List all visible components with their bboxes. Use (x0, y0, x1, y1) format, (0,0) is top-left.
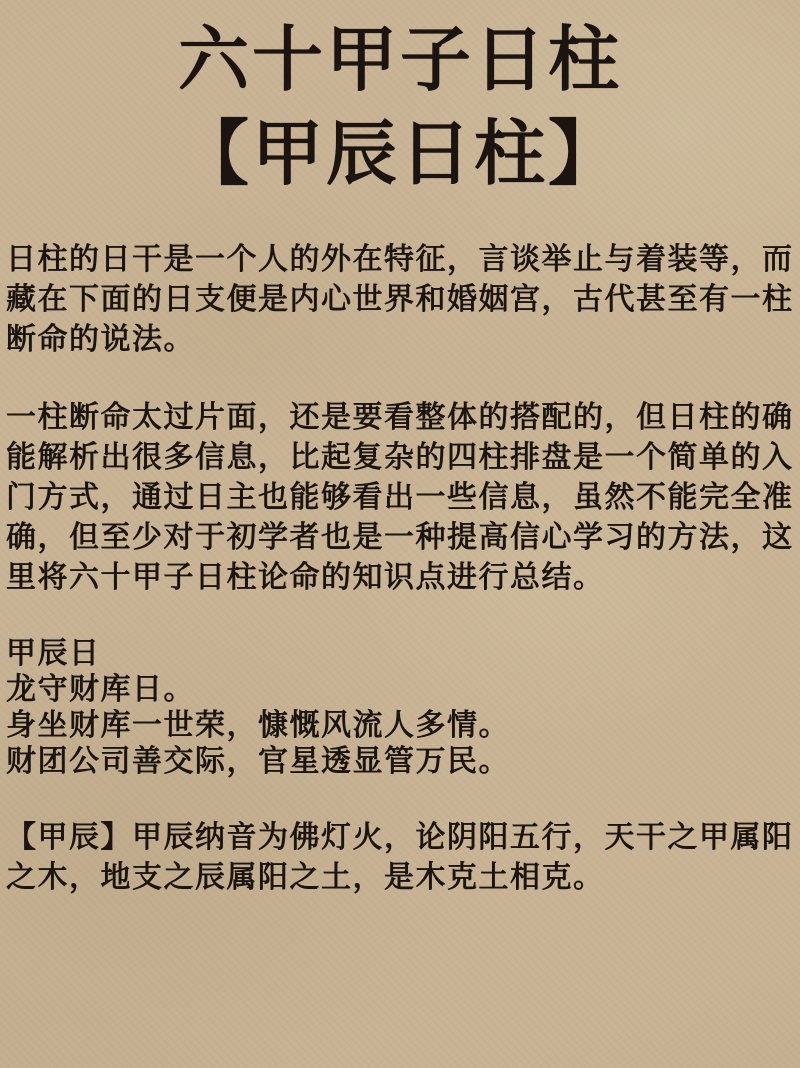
text-line: 断命的说法。 (6, 323, 195, 356)
article-body (0, 240, 800, 898)
text-line: 里将六十甲子日柱论命的知识点进行总结。 (6, 561, 605, 594)
verse-line: 身坐财库一世荣，慷慨风流人多情。 (6, 709, 510, 742)
text-line: 确，但至少对于初学者也是一种提高信心学习的方法，这 (6, 521, 794, 554)
text-line: 藏在下面的日支便是内心世界和婚姻宫，古代甚至有一柱 (6, 283, 794, 316)
verse-line: 财团公司善交际，官星透显管万民。 (6, 745, 510, 778)
paragraph-nayin (6, 818, 794, 898)
text-line: 日柱的日干是一个人的外在特征，言谈举止与着装等，而 (6, 243, 794, 276)
paragraph-discussion (6, 398, 794, 598)
verse-line: 龙守财库日。 (6, 673, 195, 706)
paragraph-intro (6, 240, 794, 360)
text-line: 之木，地支之辰属阳之土，是木克土相克。 (6, 861, 605, 894)
title-line-2: 【甲辰日柱】 (177, 116, 622, 194)
title-line-1: 六十甲子日柱 (177, 22, 622, 100)
text-line: 一柱断命太过片面，还是要看整体的搭配的，但日柱的确 (6, 401, 794, 434)
verse-block (6, 636, 794, 780)
text-line: 门方式，通过日主也能够看出一些信息，虽然不能完全准 (6, 481, 794, 514)
text-line: 【甲辰】甲辰纳音为佛灯火，论阴阳五行，天干之甲属阳 (6, 821, 794, 854)
text-line: 能解析出很多信息，比起复杂的四柱排盘是一个简单的入 (6, 441, 794, 474)
page-title (0, 0, 800, 202)
verse-day-title: 甲辰日 (6, 637, 101, 670)
